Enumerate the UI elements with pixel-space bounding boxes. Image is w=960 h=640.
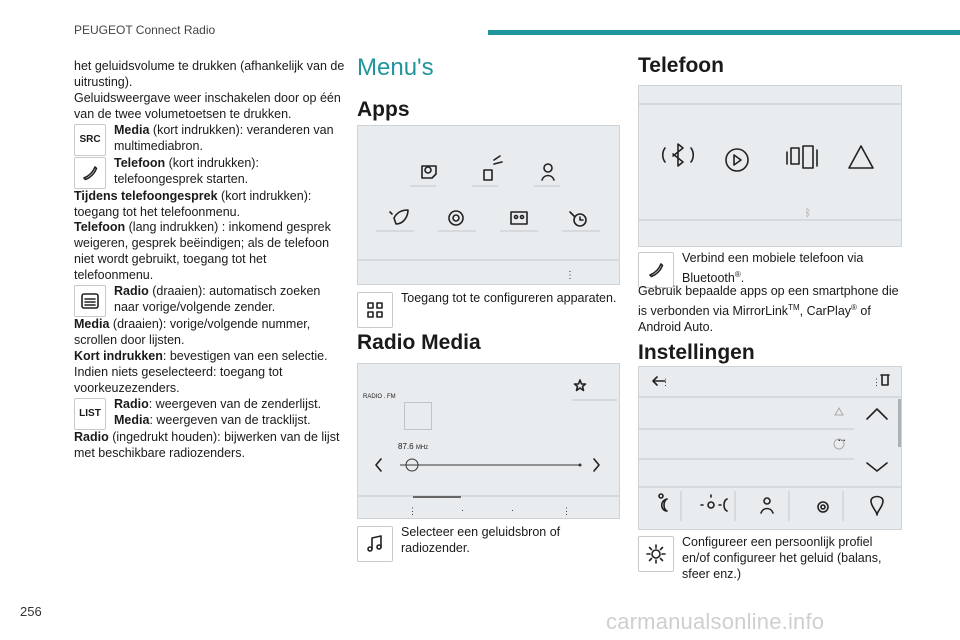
media-label: Media	[114, 122, 150, 137]
src-icon: SRC	[74, 124, 106, 156]
hold-label: Radio	[74, 429, 109, 444]
svg-text:·: ·	[461, 505, 464, 515]
grid-icon	[357, 292, 393, 328]
row-radio	[74, 284, 346, 317]
page-number: 256	[20, 604, 42, 619]
header-title: PEUGEOT Connect Radio	[74, 23, 216, 37]
tel-long-text: (lang indrukken) : inkomend gesprek weigeren, gesprek beëindigen; als de telefoon niet wordt gebruikt, toegang tot het telefoonmenu.	[74, 220, 331, 283]
menus-title: Menu's	[357, 54, 434, 81]
svg-text:⋮: ⋮	[661, 377, 670, 387]
call-text: (kort indrukken): toegang tot het telefoonmenu.	[74, 188, 312, 219]
radio-label: Radio	[114, 284, 149, 299]
svg-text:⋮: ⋮	[565, 270, 575, 281]
music-note-icon	[357, 526, 393, 562]
media-turn-label: Media	[74, 317, 110, 332]
radio-text: (draaien): automatisch zoeken naar vorige/volgende zender.	[114, 284, 321, 314]
column-2	[357, 54, 622, 122]
apps-screen	[357, 125, 620, 285]
telefoon-desc2: Gebruik bepaalde apps op een smartphone die is verbonden via MirrorLink™, CarPlay® of Android Auto.	[638, 284, 899, 334]
telefoon-screen	[638, 85, 902, 247]
radio-media-screen	[357, 363, 620, 519]
row-list	[74, 397, 346, 430]
radio-media-title: Radio Media	[357, 331, 481, 354]
frequency-value: 87.6 MHz	[398, 442, 429, 451]
radio-band-label: RADIO . FM	[363, 394, 396, 400]
phone-icon	[638, 252, 674, 288]
telefoon-desc1: Verbind een mobiele telefoon via Bluetooth®.	[682, 251, 864, 286]
list-radio-text: : weergeven van de zenderlijst.	[148, 396, 322, 411]
list-icon: LIST	[74, 398, 106, 430]
phone-label: Telefoon	[114, 155, 166, 170]
row-phone	[74, 156, 346, 189]
short-press-label: Kort indrukken	[74, 348, 163, 363]
column-3	[638, 54, 900, 78]
gear-icon	[638, 536, 674, 572]
settings-dots: ...	[838, 433, 846, 443]
svg-text:⋮: ⋮	[408, 506, 417, 516]
telefoon-description	[638, 251, 900, 288]
phone-icon	[74, 157, 106, 189]
instellingen-title: Instellingen	[638, 341, 755, 364]
instellingen-screen	[638, 366, 902, 530]
list-media-text: : weergeven van de tracklijst.	[149, 412, 311, 427]
row-media	[74, 123, 346, 156]
phone-text: (kort indrukken): telefoongesprek starten.	[114, 155, 259, 186]
telefoon-title: Telefoon	[638, 54, 724, 77]
short-press-text: : bevestigen van een selectie. Indien niets geselecteerd: toegang tot voorkeuzezenders.	[74, 348, 328, 395]
apps-desc-text: Toegang tot te configureren apparaten.	[401, 291, 617, 305]
tel-long-label: Telefoon	[74, 220, 126, 235]
call-label: Tijdens telefoongesprek	[74, 188, 218, 203]
list-lines-icon	[74, 285, 106, 317]
svg-text:⋮: ⋮	[562, 506, 571, 516]
apps-description	[357, 291, 622, 328]
instellingen-description	[638, 535, 900, 583]
radio-desc-text: Selecteer een geluidsbron of radiozender.	[401, 525, 561, 555]
media-text: (kort indrukken): veranderen van multimediabron.	[114, 122, 334, 153]
apps-title: Apps	[357, 98, 410, 121]
column-1	[74, 59, 346, 461]
svg-text:·: ·	[511, 505, 514, 515]
paragraph-unmute: Geluidsweergave weer inschakelen door op één van de twee volumetoetsen te drukken.	[74, 90, 341, 121]
paragraph-volume: het geluidsvolume te drukken (afhankelijk van de uitrusting).	[74, 59, 345, 89]
radio-description	[357, 525, 622, 562]
svg-text:ᛒ: ᛒ	[805, 208, 811, 219]
instellingen-desc-text: Configureer een persoonlijk profiel en/of configureer het geluid (balans, sfeer enz.)	[682, 535, 882, 581]
media-turn-text: (draaien): vorige/volgende nummer, scrollen door lijsten.	[74, 317, 311, 347]
hold-text: (ingedrukt houden): bijwerken van de lijst met beschikbare radiozenders.	[74, 429, 340, 460]
list-media-label: Media	[114, 412, 150, 427]
list-radio-label: Radio	[114, 396, 149, 411]
svg-text:⋮: ⋮	[872, 377, 881, 387]
watermark: carmanualsonline.info	[606, 609, 825, 634]
header-accent-bar	[488, 30, 960, 35]
